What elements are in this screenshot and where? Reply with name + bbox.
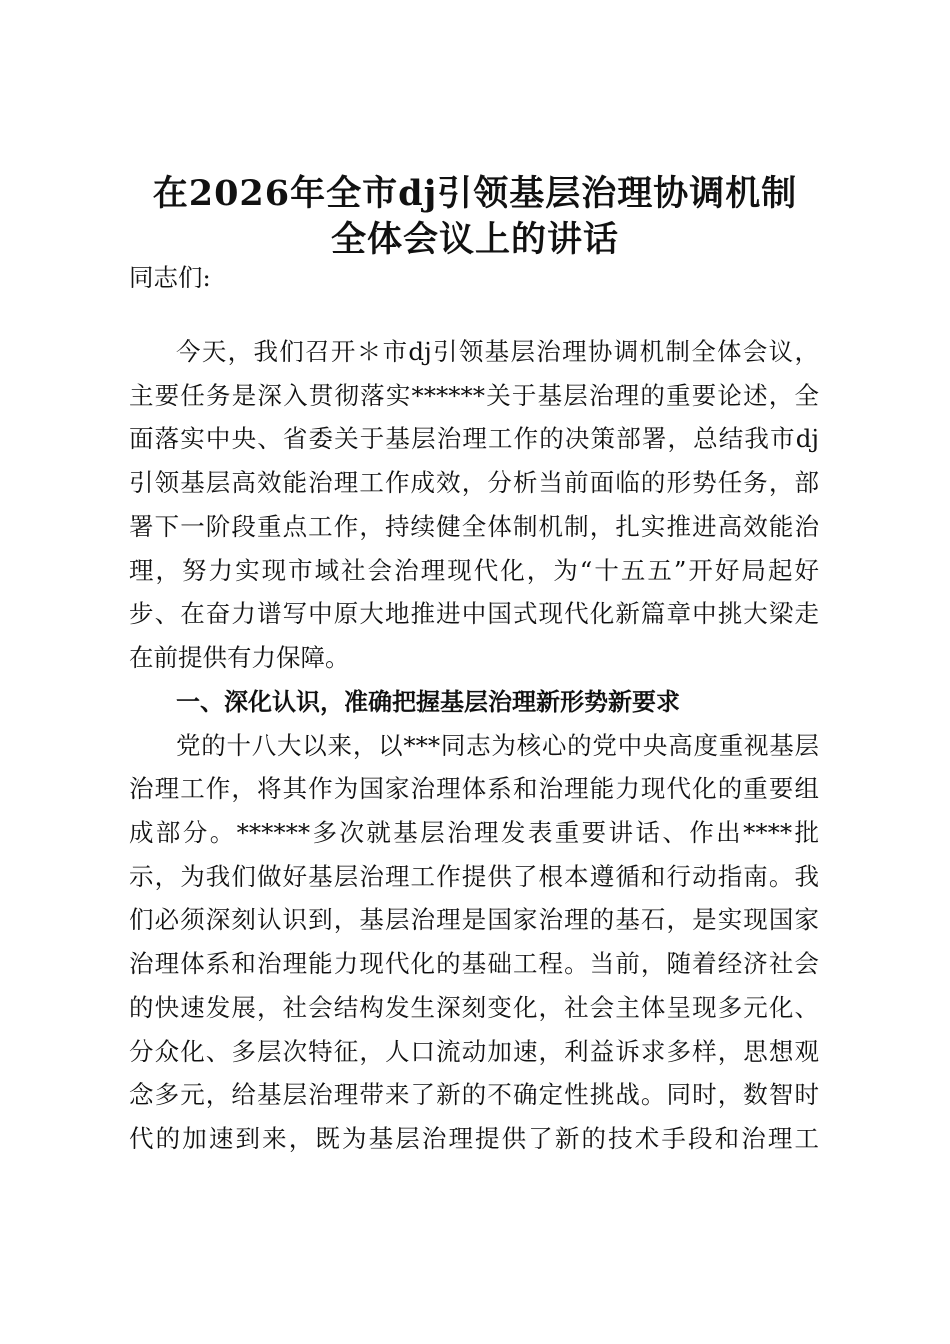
paragraph-line: 的快速发展，社会结构发生深刻变化，社会主体呈现多元化、	[129, 993, 819, 1022]
paragraph-line: 们必须深刻认识到，基层治理是国家治理的基石，是实现国家	[129, 905, 819, 934]
document-title-line-1: 在2026年全市dj引领基层治理协调机制	[152, 173, 798, 214]
paragraph-line: 分众化、多层次特征，人口流动加速，利益诉求多样，思想观	[129, 1037, 819, 1066]
document-title-line-2: 全体会议上的讲话	[330, 219, 619, 260]
salutation: 同志们:	[129, 263, 211, 292]
paragraph-line: 治理体系和治理能力现代化的基础工程。当前，随着经济社会	[129, 949, 819, 978]
paragraph-line: 今天，我们召开＊市dj引领基层治理协调机制全体会议，	[176, 337, 819, 366]
paragraph-line: 步、在奋力谱写中原大地推进中国式现代化新篇章中挑大梁走	[129, 599, 819, 628]
paragraph-line: 治理工作，将其作为国家治理体系和治理能力现代化的重要组	[129, 774, 819, 803]
paragraph-line: 代的加速到来，既为基层治理提供了新的技术手段和治理工	[129, 1124, 819, 1153]
paragraph-line: 念多元，给基层治理带来了新的不确定性挑战。同时，数智时	[129, 1080, 819, 1109]
paragraph-line: 面落实中央、省委关于基层治理工作的决策部署，总结我市dj	[129, 424, 819, 453]
paragraph-line: 引领基层高效能治理工作成效，分析当前面临的形势任务，部	[129, 468, 819, 497]
paragraph-line: 理，努力实现市域社会治理现代化，为“十五五”开好局起好	[129, 556, 819, 585]
paragraph-line: 在前提供有力保障。	[129, 643, 350, 672]
paragraph-line: 署下一阶段重点工作，持续健全体制机制，扎实推进高效能治	[129, 512, 819, 541]
paragraph-line: 成部分。******多次就基层治理发表重要讲话、作出****批	[129, 818, 819, 847]
paragraph-line: 主要任务是深入贯彻落实******关于基层治理的重要论述，全	[129, 381, 819, 410]
paragraph-line: 示，为我们做好基层治理工作提供了根本遵循和行动指南。我	[129, 862, 819, 891]
section-heading: 一、深化认识，准确把握基层治理新形势新要求	[176, 688, 680, 716]
paragraph-line: 党的十八大以来，以***同志为核心的党中央高度重视基层	[176, 731, 819, 760]
